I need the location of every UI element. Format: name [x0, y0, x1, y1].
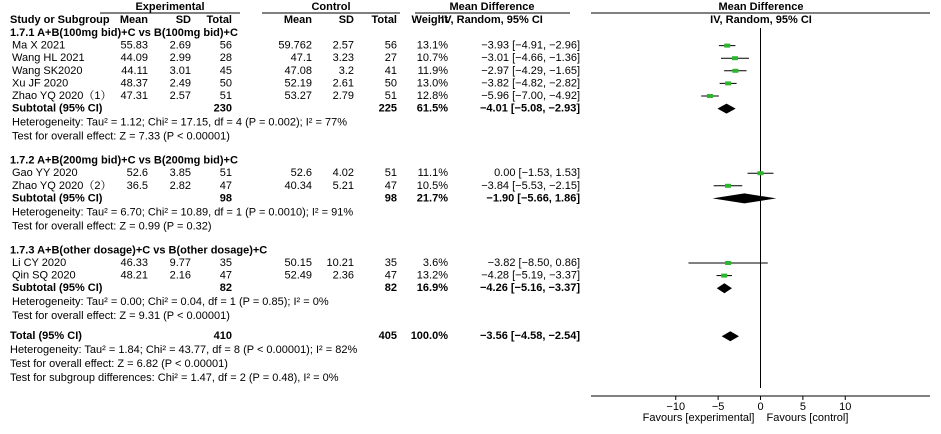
study-1-5-point [707, 94, 713, 98]
total-heterogeneity: Heterogeneity: Tau² = 1.84; Chi² = 43.77, df = 8 (P < 0.00001); I² = 82% [10, 344, 358, 357]
plot-area [688, 28, 776, 388]
study-2-2-ctl-sd: 5.21 [332, 179, 354, 192]
study-1-3-point [732, 69, 738, 73]
study-1-2-ctl-sd: 3.23 [332, 52, 354, 65]
subtotal-2-diamond [713, 193, 777, 203]
study-1-2-ctl-n: 27 [384, 52, 397, 65]
study-1-4-ctl-n: 50 [384, 77, 397, 90]
study-3-2-weight: 13.2% [416, 269, 448, 282]
subgroup-differences: Test for subgroup differences: Chi² = 1.47, df = 2 (P = 0.48), I² = 0% [10, 372, 339, 385]
overall-effect-2: Test for overall effect: Z = 0.99 (P = 0.32) [12, 220, 212, 233]
study-1-5-ctl-mean: 53.27 [284, 90, 312, 102]
study-2-1-name: Gao YY 2020 [12, 167, 78, 180]
overall-effect-3: Test for overall effect: Z = 9.31 (P < 0.00001) [12, 310, 230, 323]
study-2-1-ctl-mean: 52.6 [290, 167, 312, 180]
x-axis [591, 396, 930, 424]
subgroup-title-2: 1.7.2 A+B(200mg bid)+C vs B(200mg bid)+C [10, 154, 238, 167]
study-2-2-weight: 10.5% [416, 179, 448, 192]
subtotal-3-label: Subtotal (95% CI) [12, 282, 103, 295]
subtotal-2-exp-n: 98 [219, 192, 232, 205]
study-1-1-ci: −3.93 [−4.91, −2.96] [481, 39, 580, 52]
subtotal-1-label: Subtotal (95% CI) [12, 102, 103, 115]
study-2-2-exp-n: 47 [219, 179, 232, 192]
subtotal-1-ctl-n: 225 [378, 102, 397, 115]
study-1-5-exp-sd: 2.57 [169, 90, 191, 102]
study-2-2-exp-sd: 2.82 [169, 179, 191, 192]
study-1-1-ctl-n: 56 [384, 39, 397, 52]
subtotal-3-ctl-n: 82 [384, 282, 397, 295]
study-1-4-weight: 13.0% [416, 77, 448, 90]
study-1-4-ctl-sd: 2.61 [332, 77, 354, 90]
x-tick-label-1: −5 [711, 401, 725, 413]
study-2-1-point [758, 171, 764, 175]
total-exp-n: 410 [213, 330, 232, 343]
study-2-2-ctl-mean: 40.34 [284, 179, 312, 192]
study-1-1-exp-sd: 2.69 [169, 39, 191, 52]
subtotal-2-ctl-n: 98 [384, 192, 397, 205]
heterogeneity-1: Heterogeneity: Tau² = 1.12; Chi² = 17.15, df = 4 (P = 0.002); I² = 77% [12, 116, 347, 129]
study-3-1-ctl-mean: 50.15 [284, 257, 312, 269]
study-1-5-ctl-n: 51 [384, 90, 397, 102]
study-3-2-exp-sd: 2.16 [169, 269, 191, 282]
study-1-4-ctl-mean: 52.19 [284, 77, 312, 90]
study-2-1-ci: 0.00 [−1.53, 1.53] [494, 167, 580, 180]
study-1-2-point [732, 56, 738, 60]
study-1-2-weight: 10.7% [416, 52, 448, 65]
study-2-1-ctl-sd: 4.02 [332, 167, 354, 180]
study-2-1-ctl-n: 51 [384, 167, 397, 180]
study-1-4-point [725, 81, 731, 85]
study-3-1-name: Li CY 2020 [12, 257, 67, 269]
subtotal-1-diamond [717, 104, 735, 114]
study-1-3-exp-sd: 3.01 [169, 64, 191, 77]
header-ctl-mean: Mean [283, 14, 312, 26]
x-tick-label-3: 5 [799, 401, 806, 413]
study-1-4-exp-sd: 2.49 [169, 77, 191, 90]
study-1-4-exp-mean: 48.37 [120, 77, 148, 90]
header-plot-method: IV, Random, 95% CI [710, 14, 812, 26]
study-1-1-name: Ma X 2021 [12, 39, 66, 52]
study-1-3-exp-mean: 44.11 [121, 64, 148, 77]
study-2-2-ci: −3.84 [−5.53, −2.15] [481, 179, 580, 192]
study-1-1-ctl-sd: 2.57 [332, 39, 354, 52]
study-3-2-ctl-sd: 2.36 [332, 269, 354, 282]
study-1-5-name: Zhao YQ 2020（1） [12, 90, 112, 102]
study-1-2-exp-mean: 44.09 [120, 52, 148, 65]
subtotal-2-label: Subtotal (95% CI) [12, 192, 103, 205]
study-1-4-ci: −3.82 [−4.82, −2.82] [481, 77, 580, 90]
study-1-5-ci: −5.96 [−7.00, −4.92] [481, 90, 580, 102]
study-2-2-exp-mean: 36.5 [126, 179, 148, 192]
study-2-2-point [725, 184, 731, 188]
study-1-3-ctl-n: 41 [384, 64, 397, 77]
subtotal-3-ci: −4.26 [−5.16, −3.37] [480, 282, 580, 295]
study-1-3-ci: −2.97 [−4.29, −1.65] [481, 64, 580, 77]
study-3-1-ci: −3.82 [−8.50, 0.86] [487, 257, 580, 269]
study-1-2-ctl-mean: 47.1 [290, 52, 312, 65]
subtotal-2-weight: 21.7% [416, 192, 448, 205]
study-3-1-weight: 3.6% [422, 257, 448, 269]
study-1-3-exp-n: 45 [219, 64, 232, 77]
study-3-1-exp-n: 35 [219, 257, 232, 269]
subtotal-1-ci: −4.01 [−5.08, −2.93] [480, 102, 580, 115]
study-3-2-ci: −4.28 [−5.19, −3.37] [481, 269, 580, 282]
total-overall-effect: Test for overall effect: Z = 6.82 (P < 0.00001) [10, 358, 228, 371]
study-1-1-exp-mean: 55.83 [120, 39, 148, 52]
header-exp-mean: Mean [119, 14, 148, 26]
study-3-1-ctl-sd: 10.21 [326, 257, 354, 269]
header-experimental: Experimental [135, 1, 205, 13]
study-1-3-ctl-mean: 47.08 [284, 64, 312, 77]
header-md-title: Mean Difference [449, 1, 535, 13]
study-1-3-weight: 11.9% [417, 64, 448, 77]
study-1-5-exp-n: 51 [219, 90, 232, 102]
x-tick-label-2: 0 [757, 401, 764, 413]
study-1-2-ci: −3.01 [−4.66, −1.36] [481, 52, 580, 65]
subtotal-3-exp-n: 82 [219, 282, 232, 295]
study-3-2-exp-mean: 48.21 [120, 269, 148, 282]
study-1-5-weight: 12.8% [416, 90, 448, 102]
subtotal-1-weight: 61.5% [416, 102, 448, 115]
header-md-method: IV, Random, 95% CI [441, 14, 543, 26]
study-3-2-point [721, 274, 727, 278]
study-2-1-exp-sd: 3.85 [169, 167, 191, 180]
overall-effect-1: Test for overall effect: Z = 7.33 (P < 0.00001) [12, 130, 230, 143]
total-diamond [722, 331, 739, 341]
study-1-2-exp-n: 28 [219, 52, 232, 65]
subtotal-3-weight: 16.9% [416, 282, 448, 295]
total-ctl-n: 405 [378, 330, 397, 343]
study-3-2-ctl-mean: 52.49 [284, 269, 312, 282]
study-3-1-exp-sd: 9.77 [169, 257, 191, 269]
study-3-2-exp-n: 47 [219, 269, 232, 282]
heterogeneity-2: Heterogeneity: Tau² = 6.70; Chi² = 10.89, df = 1 (P = 0.0010); I² = 91% [12, 206, 354, 219]
x-tick-label-0: −10 [666, 401, 686, 413]
study-1-5-exp-mean: 47.31 [120, 90, 148, 102]
study-2-1-weight: 11.1% [417, 167, 448, 180]
study-1-3-name: Wang SK2020 [12, 64, 83, 77]
subtotal-2-ci: −1.90 [−5.66, 1.86] [486, 192, 580, 205]
study-1-1-weight: 13.1% [416, 39, 448, 52]
study-3-2-name: Qin SQ 2020 [12, 269, 76, 282]
header-plot-title: Mean Difference [718, 1, 804, 13]
study-1-4-name: Xu JF 2020 [12, 77, 69, 90]
study-2-2-ctl-n: 47 [384, 179, 397, 192]
total-label: Total (95% CI) [10, 330, 82, 343]
total-ci: −3.56 [−4.58, −2.54] [480, 330, 580, 343]
study-3-2-ctl-n: 47 [384, 269, 397, 282]
header-ctl-total: Total [371, 14, 397, 26]
study-3-1-point [725, 261, 731, 265]
study-1-2-exp-sd: 2.99 [169, 52, 191, 65]
study-1-1-ctl-mean: 59.762 [278, 39, 312, 52]
header-control: Control [311, 1, 351, 13]
study-2-1-exp-n: 51 [219, 167, 232, 180]
subtotal-1-exp-n: 230 [213, 102, 232, 115]
study-1-3-ctl-sd: 3.2 [338, 64, 354, 77]
study-3-1-ctl-n: 35 [384, 257, 397, 269]
study-3-1-exp-mean: 46.33 [120, 257, 148, 269]
study-2-1-exp-mean: 52.6 [126, 167, 148, 180]
x-tick-label-4: 10 [839, 401, 852, 413]
header-study: Study or Subgroup [10, 14, 110, 26]
study-1-1-exp-n: 56 [219, 39, 232, 52]
header-exp-total: Total [206, 14, 232, 26]
study-1-1-point [724, 44, 730, 48]
header-weight: Weight [411, 14, 448, 26]
study-1-4-exp-n: 50 [219, 77, 232, 90]
header-exp-sd: SD [175, 14, 191, 26]
heterogeneity-3: Heterogeneity: Tau² = 0.00; Chi² = 0.04, df = 1 (P = 0.85); I² = 0% [12, 296, 329, 309]
subgroup-title-1: 1.7.1 A+B(100mg bid)+C vs B(100mg bid)+C [10, 27, 238, 39]
total-weight: 100.0% [410, 330, 448, 343]
subgroup-title-3: 1.7.3 A+B(other dosage)+C vs B(other dosage)+C [10, 244, 268, 257]
study-1-5-ctl-sd: 2.79 [332, 90, 354, 102]
favours-experimental-label: Favours [experimental] [642, 412, 755, 424]
favours-control-label: Favours [control] [766, 412, 849, 424]
header-ctl-sd: SD [338, 14, 354, 26]
table-rows [10, 13, 930, 384]
subtotal-3-diamond [717, 283, 732, 293]
study-2-2-name: Zhao YQ 2020（2） [12, 179, 112, 192]
study-1-2-name: Wang HL 2021 [12, 52, 85, 65]
